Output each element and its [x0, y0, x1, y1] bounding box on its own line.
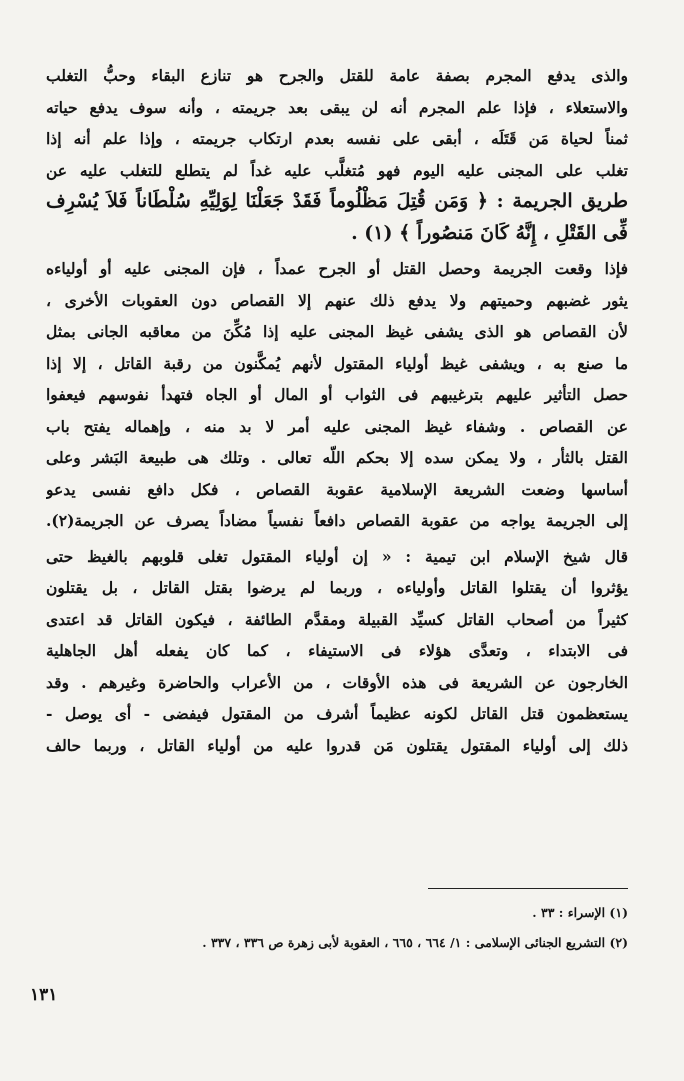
quran-verse-line: فِّى القَتْلِ ، إِنَّهُ كَانَ مَنصُوراً ﴾ (١) . — [351, 221, 628, 244]
text-line: أساسها وضعت الشريعة الإسلامية عقوبة القصاص ، فكل دافع نفسى يدعو — [46, 479, 628, 499]
page-number: ١٣١ — [30, 985, 58, 1005]
text-line: يثور غضبهم وحميتهم ولا يدفع ذلك عنهم إلا القصاص دون العقوبات الأخرى ، — [46, 290, 628, 310]
text-line: ثمناً لحياة مَن قَتَلَه ، أبقى على نفسه بعدم ارتكاب جريمته ، وإذا علم أنه إذا — [46, 129, 628, 148]
footnotes — [68, 898, 628, 958]
text-line: تغلب على المجنى عليه اليوم فهو مُتغلَّب عليه غداً لم يتطلع للتغلب عليه عن — [46, 160, 628, 180]
text-line: لأن القصاص هو الذى يشفى غيظ المجنى عليه إذا مُكِّنَ من معاقبه الجانى بمثل — [46, 322, 628, 341]
page-body — [46, 60, 628, 761]
text-line: عن القصاص . وشفاء غيظ المجنى عليه أمر لا بد منه ، وإهماله يفتح باب — [46, 416, 628, 436]
text-line: والذى يدفع المجرم بصفة عامة للقتل والجرح هو تنازع البقاء وحبُّ التغلب — [46, 66, 628, 85]
paragraph-2 — [46, 253, 628, 537]
text-line: حصل التأثير عليهم بترغيبهم فى الثواب أو المال أو الجاه فتهدأ نفوسهم فيعفوا — [46, 385, 628, 404]
text-line: فى الابتداء ، وتعدَّى هؤلاء فى الاستيفاء ، كما كان يفعله أهل الجاهلية — [46, 641, 628, 660]
text-line: القتل بالثأر ، ولا يمكن سده إلا بحكم اللّه تعالى . وتلك هى طبيعة البَشر وعلى — [46, 448, 628, 467]
text-line: كثيراً من أصحاب القاتل كسيِّد القبيلة ومقدَّم الطائفة ، فيكون القاتل قد اعتدى — [46, 609, 628, 629]
quran-verse-line: طريق الجريمة : ﴿ وَمَن قُتِلَ مَظْلُوماً فَقَدْ جَعَلْنَا لِوَلِيِّهِ سُلْطَاناً فَلاَ يُسْرِف — [46, 190, 628, 212]
text-line: يؤثروا أن يقتلوا القاتل وأولياءه ، وربما لم يرضوا بقتل القاتل ، بل يقتلون — [46, 578, 628, 597]
text-line: إلى الجريمة يواجه من عقوبة القصاص دافعاً نفسياً مضاداً يصرف عن الجريمة(٢). — [46, 511, 628, 530]
footnote-2: (٢) التشريع الجنائى الإسلامى : ١/ ٦٦٤ ، ٦٦٥ ، العقوبة لأبى زهرة ص ٣٣٦ ، ٣٣٧ . — [202, 935, 628, 950]
text-line: الخارجون عن الشريعة فى هذه الأوقات ، من الأعراب والحاضرة وغيرهم . وقد — [46, 672, 628, 692]
footnote-1: (١) الإسراء : ٣٣ . — [532, 905, 628, 920]
text-line: فإذا وقعت الجريمة وحصل القتل أو الجرح عمداً ، فإن المجنى عليه أو أولياءه — [46, 259, 628, 278]
text-line: يستعظمون قتل القاتل لكونه عظيماً أشرف من المقتول فيفضى - أى يوصل - — [46, 704, 628, 723]
text-line: قال شيخ الإسلام ابن تيمية : « إن أولياء المقتول تغلى قلوبهم بالغيظ حتى — [46, 546, 628, 566]
paragraph-1 — [46, 60, 628, 249]
text-line: ما صنع به ، ويشفى غيظ أولياء المقتول لأنهم يُمكَّنون من رقبة القاتل ، إلا إذا — [46, 353, 628, 373]
footnote-divider — [428, 888, 628, 889]
text-line: ذلك إلى أولياء المقتول يقتلون مَن قدروا عليه من أولياء القاتل ، وربما حالف — [46, 735, 628, 755]
paragraph-3 — [46, 541, 628, 762]
text-line: والاستعلاء ، فإذا علم المجرم أنه لن يبقى بعد جريمته ، وأنه سوف يدفع حياته — [46, 97, 628, 117]
